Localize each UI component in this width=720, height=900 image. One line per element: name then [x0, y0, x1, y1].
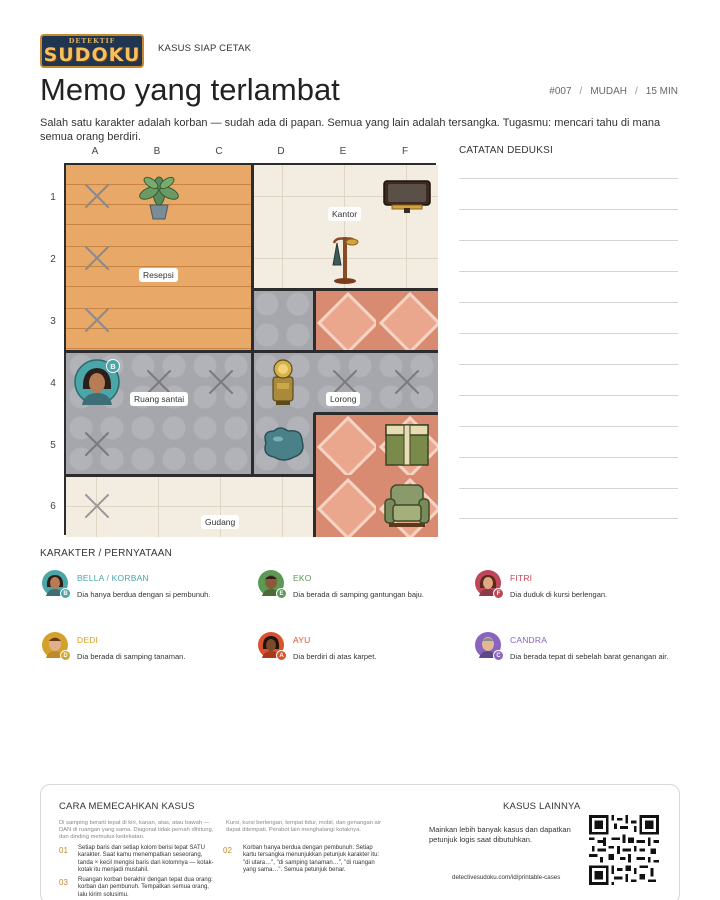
step-number: 02	[223, 846, 232, 855]
character-name: DEDI	[77, 635, 99, 645]
avatar	[258, 570, 284, 596]
character-initial-badge: A	[276, 650, 287, 661]
note-line[interactable]	[459, 271, 678, 272]
note-line[interactable]	[459, 488, 678, 489]
board-cell[interactable]	[376, 351, 438, 413]
x-mark-icon	[66, 227, 128, 289]
x-mark-icon	[66, 165, 128, 227]
character-statement: Dia berada di samping tanaman.	[77, 652, 186, 661]
character-card	[475, 570, 675, 610]
avatar	[258, 632, 284, 658]
lamp-icon	[268, 357, 298, 407]
board-cell[interactable]	[190, 165, 252, 227]
how-to-intro-left: Di samping berarti tepat di kiri, kanan, atas, atau bawah — DAN di ruangan yang sama. Diagonal tidak pernah dihitung, dan dinding memutus kedekatan.	[59, 820, 214, 841]
board-cell[interactable]	[66, 475, 128, 537]
column-label: D	[277, 146, 285, 157]
x-mark-icon	[190, 351, 252, 413]
case-meta: #007 / MUDAH / 15 MIN	[549, 86, 678, 97]
row-label: 2	[50, 254, 56, 265]
logo-main-text: SUDOKU	[43, 44, 141, 66]
note-line[interactable]	[459, 333, 678, 334]
room-wall	[252, 288, 438, 291]
footer-panel	[40, 784, 680, 900]
board-cell[interactable]	[376, 227, 438, 289]
avatar	[42, 632, 68, 658]
x-mark-icon	[66, 413, 128, 475]
room-wall	[314, 350, 438, 353]
x-mark-icon	[376, 351, 438, 413]
intro-text: Salah satu karakter adalah korban — sudah ada di papan. Semua yang lain adalah tersangka. Tugasmu: mencari tahu di mana semua orang berdiri.	[40, 117, 661, 143]
character-name: EKO	[293, 573, 312, 583]
board-cell[interactable]	[190, 227, 252, 289]
note-line[interactable]	[459, 457, 678, 458]
how-to-title: CARA MEMECAHKAN KASUS	[59, 801, 195, 812]
step-text: Ruangan korban berakhir dengan tepat dua orang: korban dan pembunuh. Tempatkan semua orang, lalu kirim solusimu.	[78, 877, 213, 898]
x-mark-icon	[66, 289, 128, 351]
qr-code-icon[interactable]	[589, 815, 659, 885]
character-initial-badge: F	[493, 588, 504, 599]
character-card	[42, 570, 242, 610]
board-cell[interactable]	[314, 475, 376, 537]
room-wall	[314, 412, 438, 415]
column-label: C	[215, 146, 223, 157]
character-name: BELLA / KORBAN	[77, 573, 149, 583]
case-difficulty: MUDAH	[590, 86, 627, 97]
character-card	[475, 632, 675, 672]
room-wall	[251, 165, 254, 289]
board-cell[interactable]	[314, 227, 376, 289]
character-statement: Dia duduk di kursi berlengan.	[510, 590, 608, 599]
brand-logo	[40, 34, 144, 68]
row-label: 5	[50, 440, 56, 451]
room-label-gudang: Gudang	[201, 515, 239, 529]
characters-title: KARAKTER / PERNYATAAN	[40, 548, 173, 559]
board-cell[interactable]	[252, 289, 314, 351]
row-label: 4	[50, 378, 56, 389]
character-name: FITRI	[510, 573, 533, 583]
step-text: Korban hanya berdua dengan pembunuh. Setiap kartu tersangka menunjukkan petunjuk karakter itu: "di utara…", "di samping tanaman…", "di ruangan yang sama…". Semua petunjuk benar.	[243, 845, 380, 874]
room-label-ruang-santai: Ruang santai	[130, 392, 188, 406]
board-cell[interactable]	[252, 227, 314, 289]
board-cell[interactable]	[376, 413, 438, 475]
board-cell[interactable]	[190, 413, 252, 475]
logo-top-text: DETEKTIF	[68, 37, 116, 45]
step-text: Setiap baris dan setiap kolom berisi tepat SATU karakter. Saat kamu menempatkan seseorang, tanda × kecil mengisi baris dan kolomnya — kotak-kotak itu menjadi mustahil.	[78, 845, 214, 874]
water-puddle-icon	[258, 423, 308, 465]
how-to-intro-right: Kursi, kursi berlengan, tempat tidur, mobil, dan genangan air dapat ditempati. Perabot lain menghalangi kotaknya.	[226, 820, 381, 834]
box-icon	[382, 419, 432, 469]
note-line[interactable]	[459, 178, 678, 179]
plant-icon	[138, 171, 180, 221]
more-cases-link[interactable]: detectivesudoku.com/id/printable-cases	[452, 874, 561, 881]
coat-rack-icon	[330, 231, 360, 285]
board-cell[interactable]	[314, 413, 376, 475]
character-card	[258, 570, 458, 610]
character-initial-badge: C	[493, 650, 504, 661]
row-label: 1	[50, 192, 56, 203]
character-card	[42, 632, 242, 672]
column-label: F	[401, 146, 409, 157]
notes-title: CATATAN DEDUKSI	[459, 145, 553, 156]
board-cell[interactable]	[128, 165, 190, 227]
room-label-lorong: Lorong	[326, 392, 360, 406]
character-name: AYU	[293, 635, 311, 645]
step-number: 01	[59, 846, 68, 855]
board-cell[interactable]	[314, 289, 376, 351]
column-label: A	[91, 146, 99, 157]
board-cell[interactable]	[66, 227, 128, 289]
character-initial-badge: B	[60, 588, 71, 599]
column-label: E	[339, 146, 347, 157]
character-statement: Dia berada di samping gantungan baju.	[293, 590, 424, 599]
board-cell[interactable]	[376, 165, 438, 227]
page-title: Memo yang terlambat	[40, 72, 340, 107]
note-line[interactable]	[459, 240, 678, 241]
step-number: 03	[59, 878, 68, 887]
row-label: 6	[50, 501, 56, 512]
board-cell[interactable]	[66, 289, 128, 351]
character-statement: Dia berdiri di atas karpet.	[293, 652, 377, 661]
note-line[interactable]	[459, 426, 678, 427]
board-cell[interactable]	[66, 351, 128, 413]
room-wall	[251, 289, 254, 475]
note-line[interactable]	[459, 209, 678, 210]
avatar	[475, 570, 501, 596]
note-line[interactable]	[459, 364, 678, 365]
room-label-resepsi: Resepsi	[139, 268, 178, 282]
board-cell[interactable]	[128, 289, 190, 351]
victim-badge: B	[106, 359, 120, 373]
row-label: 3	[50, 316, 56, 327]
case-number: #007	[549, 86, 572, 97]
room-label-kantor: Kantor	[328, 207, 361, 221]
kicker-label: KASUS SIAP CETAK	[158, 43, 252, 54]
board-cell[interactable]	[376, 289, 438, 351]
x-mark-icon	[66, 475, 128, 537]
character-statement: Dia berada tepat di sebelah barat genangan air.	[510, 652, 669, 661]
board-cell[interactable]	[190, 351, 252, 413]
tv-icon	[382, 179, 432, 215]
board-cell[interactable]	[252, 351, 314, 413]
room-wall	[313, 289, 316, 351]
avatar	[42, 570, 68, 596]
note-line[interactable]	[459, 395, 678, 396]
room-wall	[66, 474, 314, 477]
more-cases-text: Mainkan lebih banyak kasus dan dapatkan petunjuk logis saat dibutuhkan.	[429, 825, 571, 844]
character-name: CANDRA	[510, 635, 548, 645]
board-cell[interactable]	[252, 413, 314, 475]
game-board	[64, 163, 436, 535]
note-line[interactable]	[459, 518, 678, 519]
board-cell[interactable]	[128, 413, 190, 475]
note-line[interactable]	[459, 302, 678, 303]
board-cell[interactable]	[66, 413, 128, 475]
board-cell[interactable]	[66, 165, 128, 227]
column-label: B	[153, 146, 161, 157]
character-initial-badge: E	[276, 588, 287, 599]
more-cases-title: KASUS LAINNYA	[503, 801, 581, 812]
board-cell[interactable]	[252, 475, 314, 537]
board-cell[interactable]	[376, 475, 438, 537]
case-duration: 15 MIN	[645, 86, 678, 97]
armchair-icon	[381, 481, 433, 531]
room-wall	[66, 350, 314, 353]
board-cell[interactable]	[252, 165, 314, 227]
character-statement: Dia hanya berdua dengan si pembunuh.	[77, 590, 211, 599]
character-card	[258, 632, 458, 672]
board-cell[interactable]	[128, 475, 190, 537]
board-cell[interactable]	[190, 289, 252, 351]
avatar	[475, 632, 501, 658]
character-initial-badge: D	[60, 650, 71, 661]
